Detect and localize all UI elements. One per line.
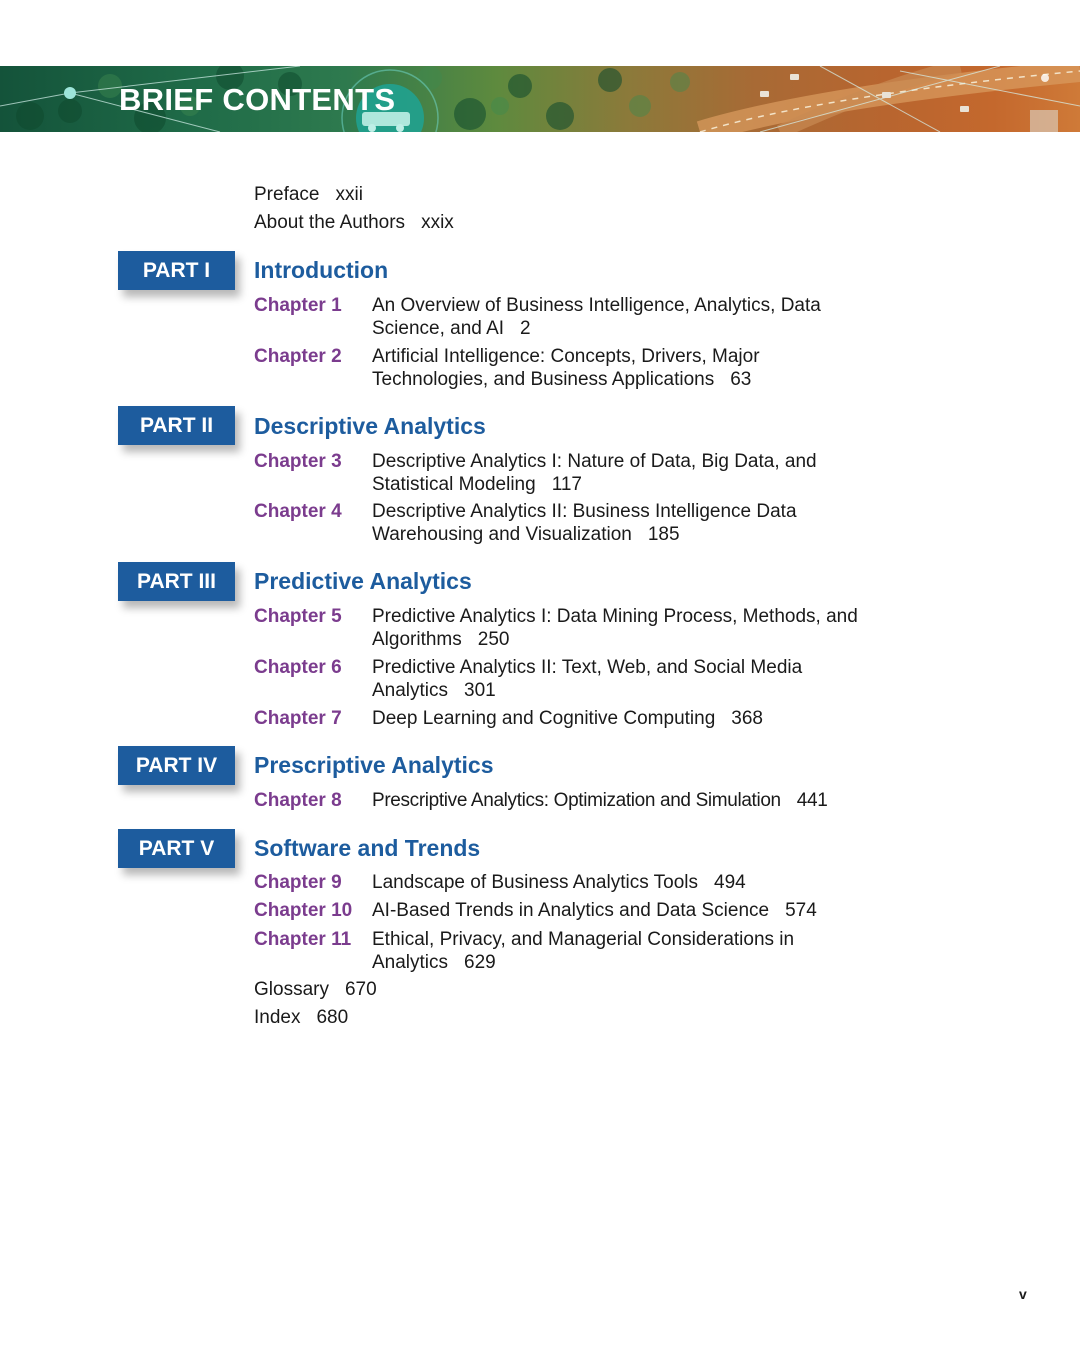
chapter-label: Chapter 6 — [254, 657, 342, 678]
chapter-page: 63 — [730, 369, 752, 390]
front-matter-page: xxii — [335, 184, 363, 205]
chapter-title: Deep Learning and Cognitive Computing — [372, 708, 716, 729]
chapter-title: Prescriptive Analytics: Optimization and Simulation — [372, 790, 781, 811]
part-title: Descriptive Analytics — [254, 413, 486, 439]
chapter-page: 368 — [731, 708, 763, 729]
chapter-title: Predictive Analytics II: Text, Web, and Social Media Analytics — [372, 657, 803, 701]
chapter-label: Chapter 4 — [254, 501, 342, 522]
chapter-label: Chapter 7 — [254, 708, 342, 729]
back-matter-item — [254, 978, 377, 1002]
chapter-page: 494 — [714, 872, 746, 893]
chapter-entry — [372, 450, 862, 496]
chapter-page: 250 — [477, 629, 510, 650]
front-matter-item — [254, 211, 454, 235]
back-matter-title: Glossary — [254, 979, 329, 1000]
chapter-entry — [372, 928, 862, 974]
part-title: Prescriptive Analytics — [254, 752, 494, 778]
header-banner — [0, 66, 1080, 132]
part-badge: PART V — [118, 829, 235, 868]
chapter-label: Chapter 10 — [254, 900, 353, 921]
chapter-title: Ethical, Privacy, and Managerial Considerations in Analytics — [372, 929, 795, 973]
chapter-entry — [372, 871, 862, 894]
back-matter-page: 670 — [344, 979, 377, 1000]
chapter-page: 629 — [464, 952, 496, 973]
front-matter-item — [254, 183, 363, 207]
chapter-entry — [372, 294, 862, 340]
part-badge: PART III — [118, 562, 235, 601]
chapter-page: 117 — [551, 474, 582, 495]
chapter-entry — [372, 656, 862, 702]
part-badge: PART IV — [118, 746, 235, 785]
chapter-label: Chapter 5 — [254, 606, 342, 627]
chapter-page: 2 — [520, 318, 531, 339]
chapter-entry — [372, 899, 862, 922]
chapter-label: Chapter 8 — [254, 790, 342, 811]
chapter-label: Chapter 1 — [254, 295, 342, 316]
back-matter-item — [254, 1006, 348, 1030]
part-title: Introduction — [254, 257, 389, 283]
folio-page-number: v — [1019, 1286, 1027, 1302]
chapter-title: Descriptive Analytics I: Nature of Data, Big Data, and Statistical Modeling — [372, 451, 817, 495]
chapter-label: Chapter 11 — [254, 929, 352, 950]
chapter-page: 574 — [785, 900, 817, 921]
chapter-entry — [372, 605, 862, 651]
chapter-page: 301 — [464, 680, 496, 701]
back-matter-page: 680 — [316, 1007, 349, 1028]
chapter-title: Artificial Intelligence: Concepts, Drivers, Major Technologies, and Business Applications — [372, 346, 760, 390]
chapter-page: 441 — [796, 790, 828, 811]
back-matter-title: Index — [254, 1007, 301, 1028]
page-title: BRIEF CONTENTS — [119, 82, 396, 117]
chapter-title: Descriptive Analytics II: Business Intelligence Data Warehousing and Visualization — [372, 501, 797, 545]
chapter-label: Chapter 9 — [254, 872, 342, 893]
front-matter-page: xxix — [421, 212, 454, 233]
chapter-entry — [372, 500, 862, 546]
chapter-label: Chapter 2 — [254, 346, 342, 367]
front-matter-title: Preface — [254, 184, 320, 205]
part-title: Predictive Analytics — [254, 568, 472, 594]
chapter-page: 185 — [647, 524, 680, 545]
chapter-entry — [372, 707, 862, 730]
front-matter-title: About the Authors — [254, 212, 406, 233]
chapter-title: Predictive Analytics I: Data Mining Process, Methods, and Algorithms — [372, 606, 858, 650]
part-badge: PART II — [118, 406, 235, 445]
chapter-title: Landscape of Business Analytics Tools — [372, 872, 699, 893]
chapter-entry — [372, 345, 862, 391]
chapter-entry — [372, 789, 862, 812]
chapter-label: Chapter 3 — [254, 451, 342, 472]
chapter-title: AI-Based Trends in Analytics and Data Science — [372, 900, 770, 921]
part-badge: PART I — [118, 251, 235, 290]
part-title: Software and Trends — [254, 835, 481, 861]
chapter-title: An Overview of Business Intelligence, Analytics, Data Science, and AI — [372, 295, 821, 339]
